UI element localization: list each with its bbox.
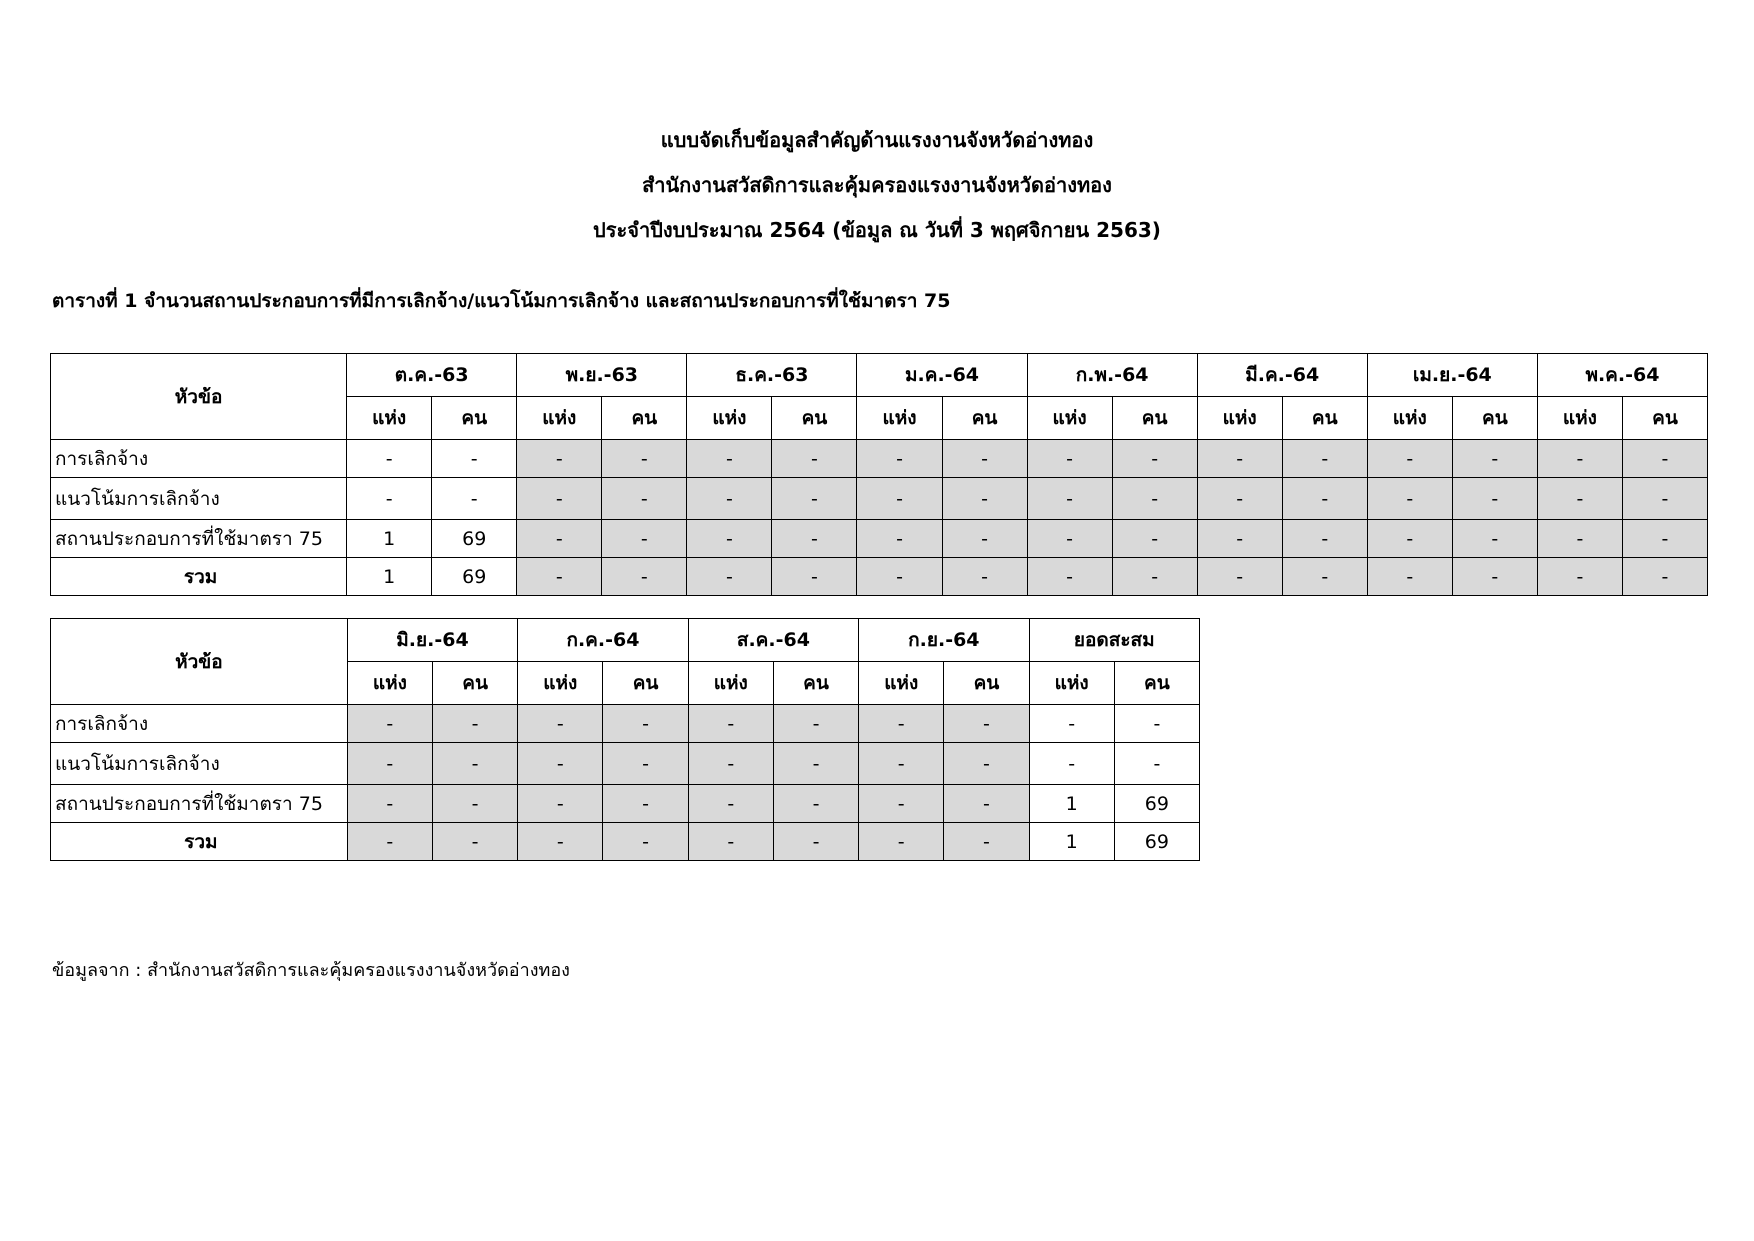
data-cell: - xyxy=(1282,440,1367,478)
unit-header-place: แห่ง xyxy=(857,397,942,440)
data-cell: - xyxy=(1452,520,1537,558)
unit-header-person: คน xyxy=(942,397,1027,440)
data-cell: - xyxy=(944,785,1029,823)
data-cell: - xyxy=(857,520,942,558)
data-cell: - xyxy=(1282,558,1367,596)
table-row xyxy=(51,440,1708,478)
row-label: แนวโน้มการเลิกจ้าง xyxy=(51,478,347,520)
data-cell: - xyxy=(432,440,517,478)
source-note: ข้อมูลจาก : สำนักงานสวัสดิการและคุ้มครองแรงงานจังหวัดอ่างทอง xyxy=(52,960,570,981)
month-header: ก.พ.-64 xyxy=(1027,354,1197,397)
row-label: รวม xyxy=(51,823,348,861)
data-cell: - xyxy=(603,785,688,823)
data-cell: - xyxy=(1537,440,1622,478)
data-cell: - xyxy=(517,520,602,558)
month-header: เม.ย.-64 xyxy=(1367,354,1537,397)
document-titles xyxy=(0,118,1754,253)
table-row xyxy=(51,785,1200,823)
data-cell: - xyxy=(347,823,432,861)
unit-header-place: แห่ง xyxy=(1367,397,1452,440)
data-cell: - xyxy=(773,743,858,785)
data-cell: - xyxy=(603,705,688,743)
title-line-3: ประจำปีงบประมาณ 2564 (ข้อมูล ณ วันที่ 3 พฤศจิกายน 2563) xyxy=(593,218,1161,242)
data-cell: - xyxy=(687,478,772,520)
unit-header-person: คน xyxy=(603,662,688,705)
data-cell: 1 xyxy=(347,558,432,596)
data-cell: - xyxy=(1367,478,1452,520)
data-cell: - xyxy=(432,743,517,785)
table-oct-may xyxy=(50,353,1708,596)
data-cell: - xyxy=(518,705,603,743)
data-cell: 1 xyxy=(1029,785,1114,823)
row-label: การเลิกจ้าง xyxy=(51,440,347,478)
data-cell: - xyxy=(432,705,517,743)
month-header: มิ.ย.-64 xyxy=(347,619,517,662)
data-cell: - xyxy=(1112,558,1197,596)
data-cell: - xyxy=(1114,743,1199,785)
data-cell: - xyxy=(1027,520,1112,558)
month-header: ธ.ค.-63 xyxy=(687,354,857,397)
month-header: ยอดสะสม xyxy=(1029,619,1199,662)
data-cell: - xyxy=(1197,520,1282,558)
data-cell: - xyxy=(518,743,603,785)
data-cell: - xyxy=(517,440,602,478)
data-cell: - xyxy=(1452,440,1537,478)
data-cell: 1 xyxy=(347,520,432,558)
unit-header-person: คน xyxy=(432,662,517,705)
data-cell: - xyxy=(942,440,1027,478)
unit-header-place: แห่ง xyxy=(859,662,944,705)
row-label: แนวโน้มการเลิกจ้าง xyxy=(51,743,348,785)
data-cell: - xyxy=(1197,478,1282,520)
unit-header-place: แห่ง xyxy=(518,662,603,705)
data-cell: - xyxy=(1027,478,1112,520)
data-cell: - xyxy=(688,705,773,743)
data-cell: 69 xyxy=(1114,785,1199,823)
data-cell: - xyxy=(1537,520,1622,558)
data-cell: - xyxy=(1029,705,1114,743)
data-cell: - xyxy=(1114,705,1199,743)
unit-header-person: คน xyxy=(944,662,1029,705)
month-header: ต.ค.-63 xyxy=(347,354,517,397)
unit-header-place: แห่ง xyxy=(688,662,773,705)
row-label: การเลิกจ้าง xyxy=(51,705,348,743)
unit-header-place: แห่ง xyxy=(347,662,432,705)
data-cell: - xyxy=(857,478,942,520)
data-cell: - xyxy=(1452,558,1537,596)
data-cell: - xyxy=(944,705,1029,743)
unit-header-place: แห่ง xyxy=(1197,397,1282,440)
month-header: ม.ค.-64 xyxy=(857,354,1027,397)
data-cell: - xyxy=(602,478,687,520)
unit-header-place: แห่ง xyxy=(687,397,772,440)
data-cell: - xyxy=(942,558,1027,596)
header-topic: หัวข้อ xyxy=(51,619,348,705)
data-cell: - xyxy=(1112,440,1197,478)
data-cell: - xyxy=(603,743,688,785)
data-cell: - xyxy=(602,520,687,558)
table-row xyxy=(51,743,1200,785)
data-cell: - xyxy=(688,743,773,785)
data-cell: - xyxy=(1622,558,1707,596)
data-cell: - xyxy=(432,785,517,823)
data-cell: - xyxy=(347,785,432,823)
data-cell: - xyxy=(1367,440,1452,478)
data-cell: - xyxy=(688,823,773,861)
header-row-months xyxy=(51,354,1708,397)
table-row xyxy=(51,558,1708,596)
data-cell: - xyxy=(687,558,772,596)
data-cell: - xyxy=(859,785,944,823)
data-cell: - xyxy=(432,823,517,861)
data-cell: - xyxy=(944,823,1029,861)
unit-header-person: คน xyxy=(1282,397,1367,440)
data-cell: 69 xyxy=(1114,823,1199,861)
data-cell: - xyxy=(347,478,432,520)
data-cell: - xyxy=(1367,520,1452,558)
table-row xyxy=(51,520,1708,558)
data-cell: - xyxy=(602,558,687,596)
data-cell: - xyxy=(1112,520,1197,558)
unit-header-person: คน xyxy=(1452,397,1537,440)
data-cell: - xyxy=(857,558,942,596)
data-cell: - xyxy=(688,785,773,823)
unit-header-person: คน xyxy=(1622,397,1707,440)
data-cell: - xyxy=(859,743,944,785)
data-cell: - xyxy=(687,440,772,478)
month-header: พ.ย.-63 xyxy=(517,354,687,397)
unit-header-person: คน xyxy=(602,397,687,440)
table-jun-sep-cumulative xyxy=(50,618,1200,861)
header-topic: หัวข้อ xyxy=(51,354,347,440)
unit-header-person: คน xyxy=(432,397,517,440)
data-cell: - xyxy=(1197,440,1282,478)
month-header: พ.ค.-64 xyxy=(1537,354,1707,397)
data-cell: - xyxy=(773,823,858,861)
data-cell: - xyxy=(1537,478,1622,520)
data-cell: 69 xyxy=(432,558,517,596)
data-cell: - xyxy=(772,440,857,478)
data-cell: - xyxy=(772,478,857,520)
data-cell: - xyxy=(942,478,1027,520)
data-cell: - xyxy=(1622,440,1707,478)
unit-header-person: คน xyxy=(1112,397,1197,440)
data-cell: - xyxy=(773,705,858,743)
month-header: ก.ค.-64 xyxy=(518,619,688,662)
table-row xyxy=(51,823,1200,861)
header-row-months xyxy=(51,619,1200,662)
unit-header-place: แห่ง xyxy=(517,397,602,440)
data-cell: - xyxy=(347,440,432,478)
data-cell: - xyxy=(603,823,688,861)
title-line-2: สำนักงานสวัสดิการและคุ้มครองแรงงานจังหวัดอ่างทอง xyxy=(642,173,1112,197)
data-cell: - xyxy=(772,558,857,596)
data-cell: - xyxy=(518,785,603,823)
data-cell: - xyxy=(432,478,517,520)
row-label: สถานประกอบการที่ใช้มาตรา 75 xyxy=(51,785,348,823)
data-cell: - xyxy=(1027,440,1112,478)
data-cell: - xyxy=(1282,520,1367,558)
data-cell: - xyxy=(1282,478,1367,520)
data-cell: - xyxy=(1537,558,1622,596)
table-row xyxy=(51,705,1200,743)
unit-header-person: คน xyxy=(773,662,858,705)
data-cell: - xyxy=(518,823,603,861)
month-header: ก.ย.-64 xyxy=(859,619,1029,662)
row-label: สถานประกอบการที่ใช้มาตรา 75 xyxy=(51,520,347,558)
title-line-1: แบบจัดเก็บข้อมูลสำคัญด้านแรงงานจังหวัดอ่างทอง xyxy=(660,128,1094,152)
table-row xyxy=(51,478,1708,520)
data-cell: - xyxy=(1112,478,1197,520)
data-cell: - xyxy=(859,705,944,743)
data-cell: - xyxy=(517,558,602,596)
table-caption: ตารางที่ 1 จำนวนสถานประกอบการที่มีการเลิกจ้าง/แนวโน้มการเลิกจ้าง และสถานประกอบการที่ใช้มาตรา 75 xyxy=(52,290,951,312)
month-header: มี.ค.-64 xyxy=(1197,354,1367,397)
data-cell: - xyxy=(1029,743,1114,785)
data-cell: - xyxy=(944,743,1029,785)
data-cell: - xyxy=(772,520,857,558)
row-label: รวม xyxy=(51,558,347,596)
data-cell: - xyxy=(602,440,687,478)
data-cell: - xyxy=(687,520,772,558)
unit-header-person: คน xyxy=(1114,662,1199,705)
data-cell: 69 xyxy=(432,520,517,558)
data-cell: - xyxy=(1027,558,1112,596)
data-cell: - xyxy=(347,743,432,785)
unit-header-person: คน xyxy=(772,397,857,440)
data-cell: - xyxy=(517,478,602,520)
unit-header-place: แห่ง xyxy=(1029,662,1114,705)
data-cell: - xyxy=(1452,478,1537,520)
data-cell: - xyxy=(859,823,944,861)
data-cell: 1 xyxy=(1029,823,1114,861)
data-cell: - xyxy=(1622,478,1707,520)
data-cell: - xyxy=(1367,558,1452,596)
data-cell: - xyxy=(857,440,942,478)
data-cell: - xyxy=(1622,520,1707,558)
unit-header-place: แห่ง xyxy=(347,397,432,440)
unit-header-place: แห่ง xyxy=(1537,397,1622,440)
month-header: ส.ค.-64 xyxy=(688,619,858,662)
data-cell: - xyxy=(773,785,858,823)
unit-header-place: แห่ง xyxy=(1027,397,1112,440)
data-cell: - xyxy=(347,705,432,743)
data-cell: - xyxy=(1197,558,1282,596)
data-cell: - xyxy=(942,520,1027,558)
